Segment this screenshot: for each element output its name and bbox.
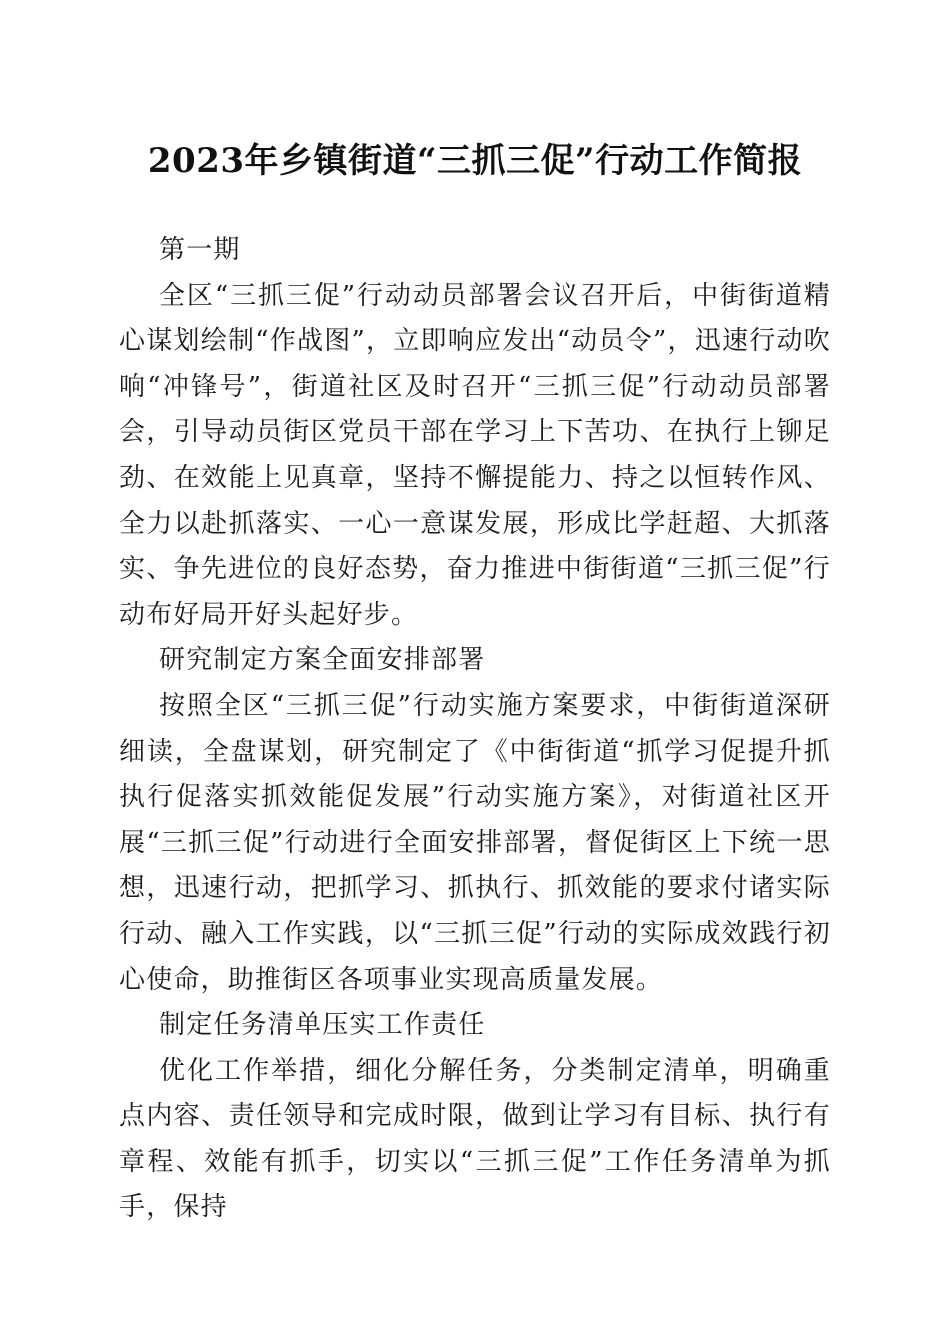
paragraph-intro: 全区“三抓三促”行动动员部署会议召开后，中街街道精心谋划绘制“作战图”，立即响应发出“动员令”，迅速行动吹响“冲锋号”，街道社区及时召开“三抓三促”行动动员部署会，引导动员街区党员干部在学习上下苦功、在执行上铆足劲、在效能上见真章，坚持不懈提能力、持之以恒转作风、全力以赴抓落实、一心一意谋发展，形成比学赶超、大抓落实、争先进位的良好态势，奋力推进中街街道“三抓三促”行动布好局开好头起好步。 [119, 280, 831, 630]
paragraph-tasks: 优化工作举措，细化分解任务，分类制定清单，明确重点内容、责任领导和完成时限，做到让学习有目标、执行有章程、效能有抓手，切实以“三抓三促”工作任务清单为抓手，保持 [119, 1055, 831, 1223]
section-heading-plan: 研究制定方案全面安排部署 [159, 645, 486, 676]
issue-label: 第一期 [159, 235, 241, 265]
document-body [119, 228, 831, 1231]
section-heading-tasks: 制定任务清单压实工作责任 [159, 1010, 486, 1041]
document-title: 2023年乡镇街道“三抓三促”行动工作简报 [147, 141, 803, 181]
paragraph-plan: 按照全区“三抓三促”行动实施方案要求，中街街道深研细读，全盘谋划，研究制定了《中街街道“抓学习促提升抓执行促落实抓效能促发展”行动实施方案》，对街道社区开展“三抓三促”行动进行全面安排部署，督促街区上下统一思想，迅速行动，把抓学习、抓执行、抓效能的要求付诸实际行动、融入工作实践，以“三抓三促”行动的实际成效践行初心使命，助推街区各项事业实现高质量发展。 [119, 690, 831, 995]
